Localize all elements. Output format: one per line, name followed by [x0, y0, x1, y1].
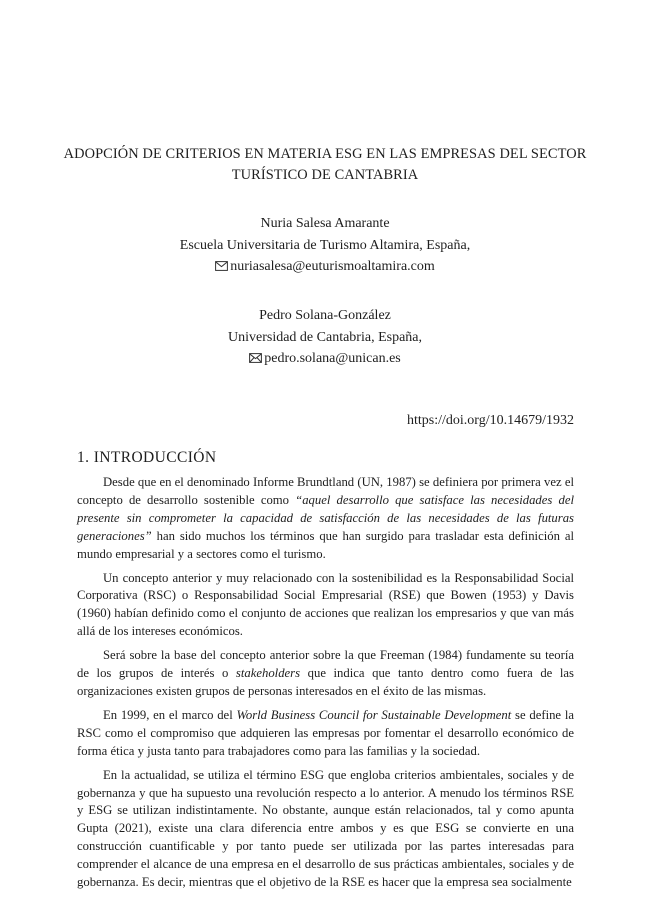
- body-paragraph: [77, 647, 574, 701]
- author-name: Nuria Salesa Amarante: [260, 216, 390, 231]
- paragraph-text: que indica que tanto dentro como fuera de las organizaciones existen grupos de personas interesados en el éxito de las mismas.: [77, 666, 574, 698]
- author-affiliation: Escuela Universitaria de Turismo Altamira, España,: [179, 237, 471, 253]
- body-paragraph: [77, 707, 574, 761]
- body-paragraph: [77, 767, 574, 892]
- paragraph-text: En la actualidad, se utiliza el término ESG que engloba criterios ambientales, sociales y de gobernanza y que ha supuesto una revolución respecto a lo anterior. A menudo los términos RSE y ESG se utilizan indistintamente. No obstante, aunque están relacionados, tal y como apunta Gupta (2021), existe una clara diferencia entre ambos y es que ESG se convierte en una construcción cuantificable y por tanto puede ser utilizada por las partes interesadas para comprender el alcance de una empresa en el desarrollo de sus prácticas ambientales, sociales y de gobernanza. Es decir, mientras que el objetivo de la RSE es hacer que la empresa sea socialmente: [77, 767, 574, 890]
- italic-text: stakeholders: [235, 666, 301, 681]
- paper-title: ADOPCIÓN DE CRITERIOS EN MATERIA ESG EN LAS EMPRESAS DEL SECTOR TURÍSTICO DE CANTABRIA: [63, 146, 587, 183]
- paragraph-text: En 1999, en el marco del: [103, 707, 237, 722]
- paragraph-text: se define la RSC como el compromiso que adquieren las empresas por fomentar el desarrollo económico de forma ética y justa tanto para trabajadores como para las familias y la sociedad.: [77, 707, 574, 758]
- body-paragraph: [77, 570, 574, 642]
- author-name: Pedro Solana-González: [259, 308, 391, 323]
- envelope-icon: [249, 349, 262, 359]
- doi-link[interactable]: https://doi.org/10.14679/1932: [407, 413, 574, 428]
- author-email[interactable]: nuriasalesa@euturismoaltamira.com: [230, 259, 435, 274]
- section-heading: 1. INTRODUCCIÓN: [77, 449, 217, 466]
- italic-text: “aquel desarrollo que satisface las necesidades del presente sin comprometer la capacidad de satisfacción de las necesidades de las futuras generaciones”: [77, 492, 574, 543]
- envelope-icon: [215, 257, 228, 267]
- italic-text: World Business Council for Sustainable Development: [236, 707, 512, 722]
- section-body: [77, 474, 574, 898]
- paragraph-text: han sido muchos los términos que han surgido para trasladar esta definición al mundo empresarial y a sectores como el turismo.: [77, 528, 574, 561]
- author-affiliation: Universidad de Cantabria, España,: [228, 329, 422, 345]
- paragraph-text: Desde que en el denominado Informe Brundtland (UN, 1987) se definiera por primera vez el concepto de desarrollo sostenible como: [77, 475, 574, 507]
- paragraph-text: Un concepto anterior y muy relacionado con la sostenibilidad es la Responsabilidad Social Corporativa (RSC) o Responsabilidad Social Empresarial (RSE) que Bowen (1953) y Davis (1960) habían definido como el conjunto de acciones que realizan los empresarios y que van más allá de los intereses económicos.: [77, 570, 574, 639]
- body-paragraph: [77, 474, 574, 564]
- author-email[interactable]: pedro.solana@unican.es: [264, 351, 401, 366]
- author-block-1: [60, 213, 590, 278]
- author-block-2: [60, 305, 590, 370]
- paragraph-text: Será sobre la base del concepto anterior sobre la que Freeman (1984) fundamente su teoría de los grupos de interés o: [77, 648, 574, 681]
